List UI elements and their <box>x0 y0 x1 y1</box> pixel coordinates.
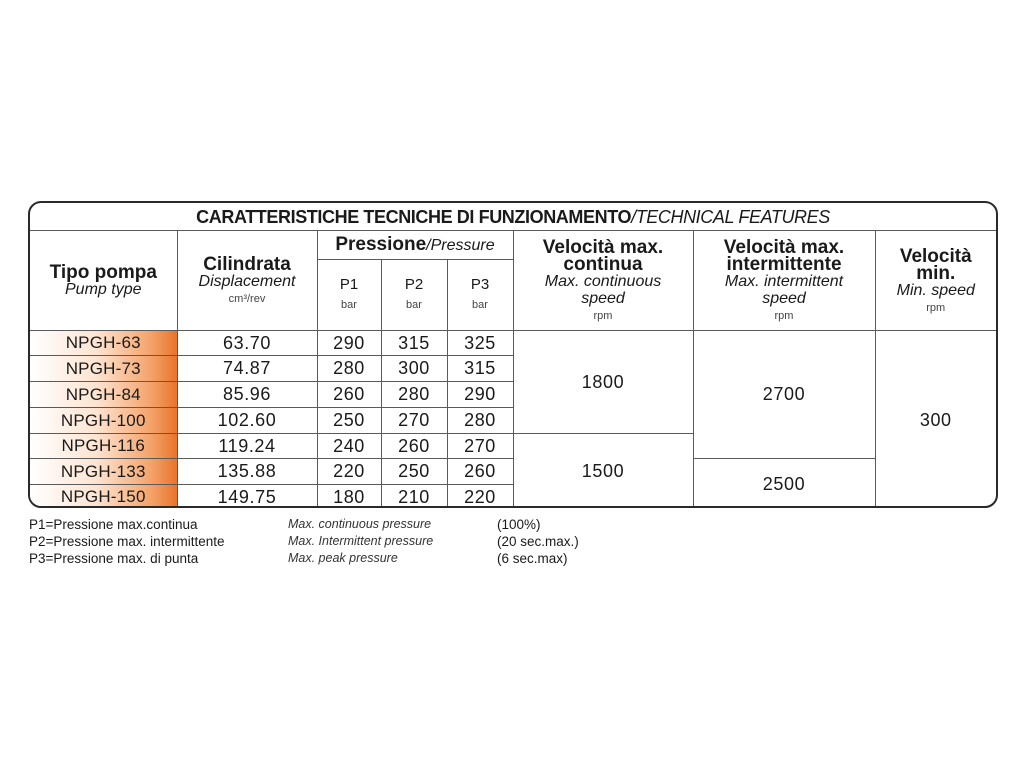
p1-cell: 250 <box>317 408 381 434</box>
title-english: TECHNICAL FEATURES <box>635 207 830 227</box>
p2-cell: 260 <box>381 434 447 459</box>
header-pressure-sep: / <box>426 236 431 254</box>
header-min-en: Min. speed <box>896 281 975 299</box>
pump-type-cell: NPGH-84 <box>30 382 177 408</box>
pump-type-cell: NPGH-133 <box>30 459 177 485</box>
displacement-cell: 119.24 <box>177 434 317 459</box>
header-max-int-en2: speed <box>762 290 806 307</box>
header-min-it2: min. <box>916 262 956 284</box>
header-max-cont-en1: Max. continuous <box>544 273 662 290</box>
header-p1 <box>317 260 381 331</box>
note-p2-it: P2=Pressione max. intermittente <box>29 534 225 549</box>
header-displacement-en: Displacement <box>198 273 296 290</box>
header-min-unit: rpm <box>926 301 946 314</box>
header-p3-unit: bar <box>472 299 488 311</box>
table-row <box>30 331 996 356</box>
title-separator: / <box>631 207 636 227</box>
header-max-int-en1: Max. intermittent <box>724 273 844 290</box>
note-p1-en: Max. continuous pressure <box>288 517 432 531</box>
p1-cell: 260 <box>317 382 381 408</box>
max-intermittent-speed-group-a: 2700 <box>693 331 875 459</box>
displacement-cell: 102.60 <box>177 408 317 434</box>
note-p1-duration: (100%) <box>497 517 541 532</box>
pump-type-cell: NPGH-63 <box>30 331 177 356</box>
note-p2-en: Max. Intermittent pressure <box>288 534 434 548</box>
header-max-int-unit: rpm <box>774 310 794 322</box>
header-max-intermittent-speed <box>693 231 875 331</box>
pump-type-cell: NPGH-116 <box>30 434 177 459</box>
header-pressure <box>317 231 513 260</box>
note-p3-it: P3=Pressione max. di punta <box>29 551 199 566</box>
note-p3-en: Max. peak pressure <box>288 551 398 565</box>
header-p2-label: P2 <box>404 276 424 293</box>
max-intermittent-speed-group-b: 2500 <box>693 459 875 509</box>
pump-type-cell: NPGH-73 <box>30 356 177 382</box>
max-continuous-speed-group-b: 1500 <box>513 434 693 509</box>
p3-cell: 270 <box>447 434 513 459</box>
header-max-continuous-speed <box>513 231 693 331</box>
header-p3 <box>447 260 513 331</box>
pump-type-cell: NPGH-100 <box>30 408 177 434</box>
note-p1-it: P1=Pressione max.continua <box>29 517 198 532</box>
p1-cell: 290 <box>317 331 381 356</box>
header-pump-type-en: Pump type <box>65 280 142 298</box>
header-p2-unit: bar <box>406 299 422 311</box>
table-title <box>30 203 996 230</box>
displacement-cell: 149.75 <box>177 485 317 509</box>
header-min-speed <box>875 231 996 331</box>
min-speed-cell: 300 <box>875 331 996 509</box>
header-max-cont-en2: speed <box>581 290 625 307</box>
header-p2 <box>381 260 447 331</box>
pump-type-cell: NPGH-150 <box>30 485 177 509</box>
max-continuous-speed-group-a: 1800 <box>513 331 693 434</box>
p3-cell: 260 <box>447 459 513 485</box>
note-p2-duration: (20 sec.max.) <box>497 534 579 549</box>
p3-cell: 220 <box>447 485 513 509</box>
header-max-cont-it2: continua <box>563 254 643 275</box>
p2-cell: 300 <box>381 356 447 382</box>
header-row-1 <box>30 231 996 260</box>
header-max-cont-it1: Velocità max. <box>542 237 664 258</box>
header-max-cont-unit: rpm <box>593 310 613 322</box>
p2-cell: 315 <box>381 331 447 356</box>
p3-cell: 290 <box>447 382 513 408</box>
header-max-int-it1: Velocità max. <box>723 237 845 258</box>
p3-cell: 325 <box>447 331 513 356</box>
header-displacement <box>177 231 317 331</box>
displacement-cell: 74.87 <box>177 356 317 382</box>
p3-cell: 280 <box>447 408 513 434</box>
header-p1-unit: bar <box>341 299 357 311</box>
header-p3-label: P3 <box>470 276 490 293</box>
technical-features-panel <box>28 201 998 508</box>
displacement-cell: 63.70 <box>177 331 317 356</box>
header-pressure-en: Pressure <box>430 236 495 254</box>
header-min-it1: Velocità <box>899 245 972 267</box>
header-displacement-it: Cilindrata <box>203 254 291 275</box>
p2-cell: 280 <box>381 382 447 408</box>
p2-cell: 250 <box>381 459 447 485</box>
note-p1 <box>29 516 729 533</box>
p1-cell: 280 <box>317 356 381 382</box>
p1-cell: 220 <box>317 459 381 485</box>
header-max-int-it2: intermittente <box>726 254 842 275</box>
header-displacement-unit: cm³/rev <box>228 293 266 305</box>
header-pump-type <box>30 231 177 331</box>
header-pressure-it: Pressione <box>335 233 427 255</box>
displacement-cell: 85.96 <box>177 382 317 408</box>
header-p1-label: P1 <box>339 276 359 293</box>
note-p3 <box>29 550 729 567</box>
p1-cell: 180 <box>317 485 381 509</box>
note-p2 <box>29 533 729 550</box>
header-pump-type-it: Tipo pompa <box>49 261 157 283</box>
p1-cell: 240 <box>317 434 381 459</box>
p3-cell: 315 <box>447 356 513 382</box>
displacement-cell: 135.88 <box>177 459 317 485</box>
title-italian: CARATTERISTICHE TECNICHE DI FUNZIONAMENTO <box>196 207 632 227</box>
p2-cell: 270 <box>381 408 447 434</box>
p2-cell: 210 <box>381 485 447 509</box>
specs-table <box>30 230 996 508</box>
pressure-notes <box>29 516 729 567</box>
note-p3-duration: (6 sec.max) <box>497 551 568 566</box>
